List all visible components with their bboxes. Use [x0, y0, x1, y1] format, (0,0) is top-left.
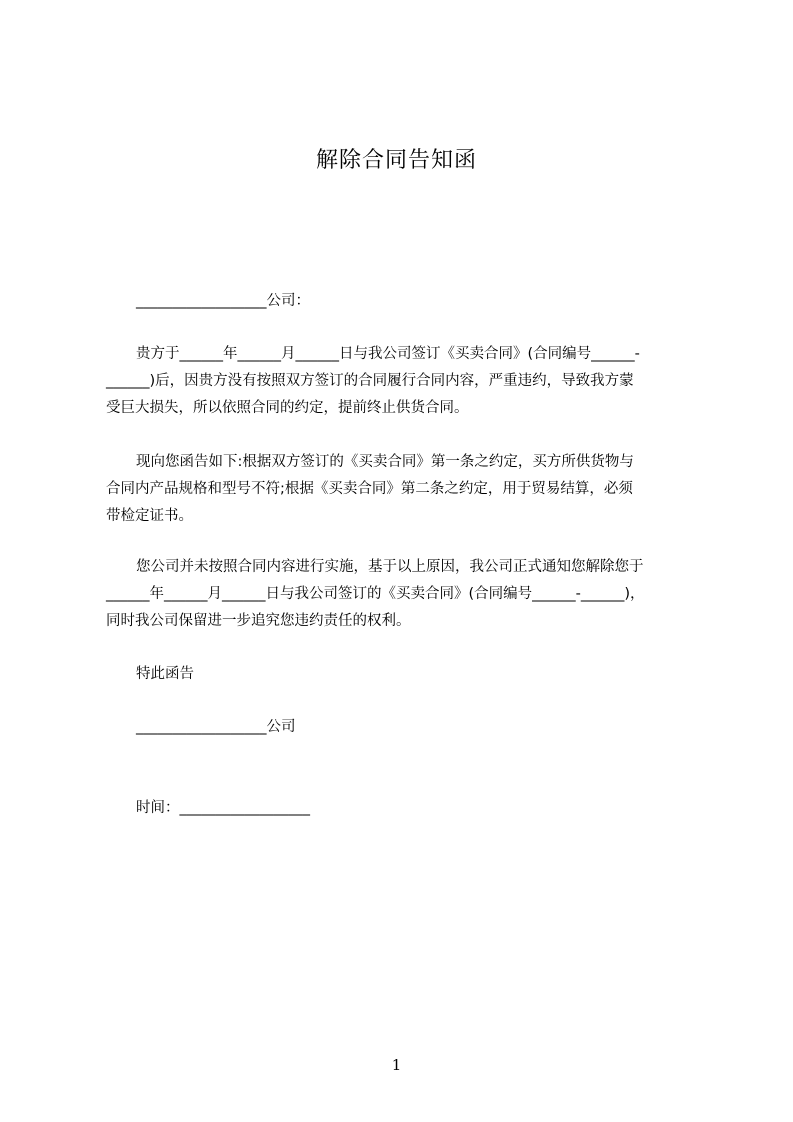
date-line: 时间：__________________ — [136, 800, 310, 816]
paragraph-1-line-2: ______)后，因贵方没有按照双方签订的合同履行合同内容，严重违约，导致我方蒙 — [106, 373, 634, 389]
paragraph-2-line-1: 现向您函告如下:根据双方签订的《买卖合同》第一条之约定，买方所供货物与 — [136, 454, 634, 470]
paragraph-3-line-1: 您公司并未按照合同内容进行实施，基于以上原因，我公司正式通知您解除您于 — [136, 559, 644, 575]
signature-company: __________________公司 — [136, 719, 296, 735]
paragraph-2-line-3: 带检定证书。 — [106, 508, 193, 524]
paragraph-1-line-1: 贵方于______年______月______日与我公司签订《买卖合同》(合同编号______- — [136, 346, 640, 362]
paragraph-2-line-2: 合同内产品规格和型号不符;根据《买卖合同》第二条之约定，用于贸易结算，必须 — [106, 481, 633, 497]
paragraph-3-line-2: ______年______月______日与我公司签订的《买卖合同》(合同编号______-______)， — [106, 586, 645, 602]
page-number: 1 — [391, 1056, 402, 1074]
document-title: 解除合同告知函 — [315, 148, 477, 173]
paragraph-1-line-3: 受巨大损失，所以依照合同的约定，提前终止供货合同。 — [106, 400, 469, 416]
paragraph-3-line-3: 同时我公司保留进一步追究您违约责任的权利。 — [106, 613, 411, 629]
recipient-line: __________________公司： — [136, 293, 310, 309]
closing-text: 特此函告 — [136, 666, 194, 682]
